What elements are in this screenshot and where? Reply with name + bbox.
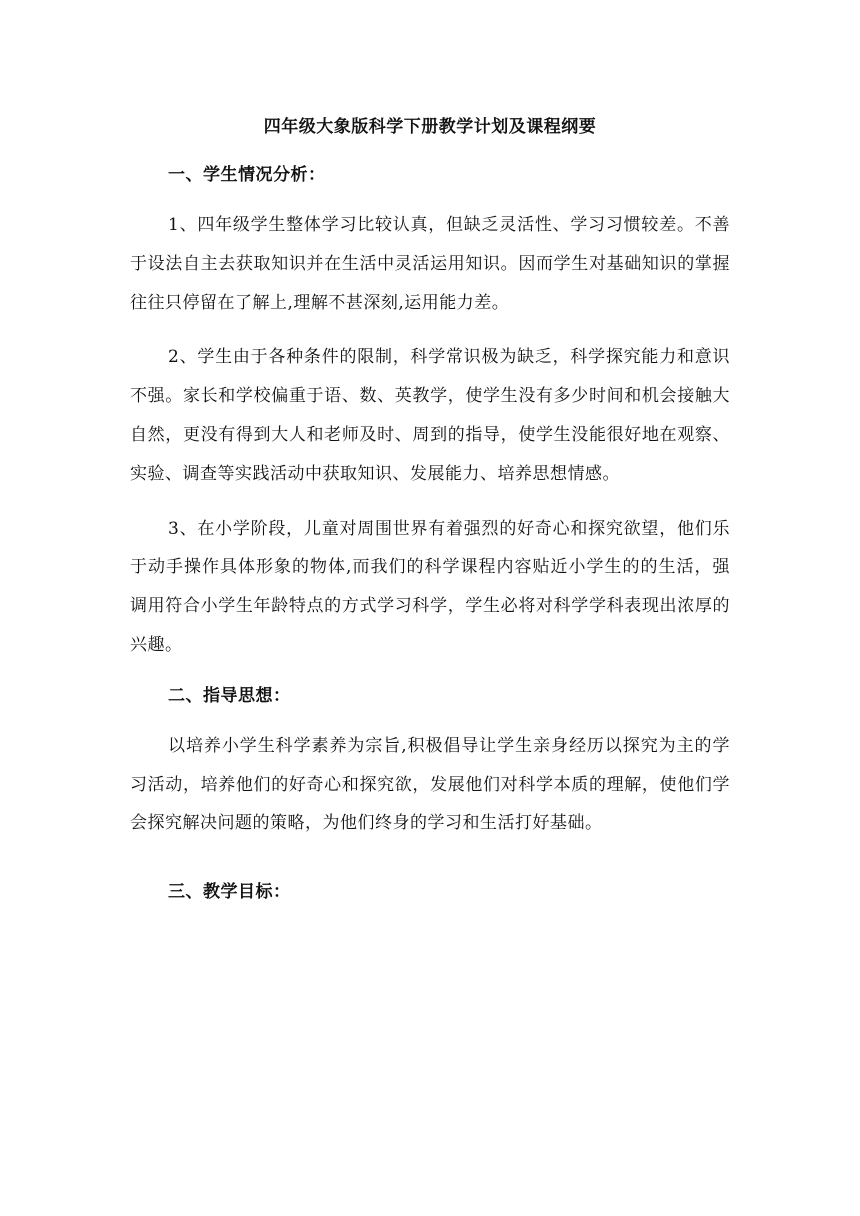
paragraph-guiding-ideology: 以培养小学生科学素养为宗旨,积极倡导让学生亲身经历以探究为主的学习活动，培养他们的好奇心和探究欲，发展他们对科学本质的理解，使他们学会探究解决问题的策略，为他们终身的学习和生活打好基础。 [130,735,730,834]
document-body [130,112,730,923]
paragraph-student-analysis-2: 2、学生由于各种条件的限制，科学常识极为缺乏，科学探究能力和意识不强。家长和学校偏重于语、数、英教学，使学生没有多少时间和机会接触大自然，更没有得到大人和老师及时、周到的指导，使学生没能很好地在观察、实验、调查等实践活动中获取知识、发展能力、培养思想情感。 [130,347,730,484]
section-heading-guiding-ideology: 二、指导思想： [168,685,291,706]
document-title: 四年级大象版科学下册教学计划及课程纲要 [263,117,597,137]
paragraph-student-analysis-3: 3、在小学阶段，儿童对周围世界有着强烈的好奇心和探究欲望，他们乐于动手操作具体形象的物体,而我们的科学课程内容贴近小学生的的生活，强调用符合小学生年龄特点的方式学习科学，学生必将对科学学科表现出浓厚的兴趣。 [130,518,730,655]
section-heading-student-analysis: 一、学生情况分析： [168,165,326,185]
paragraph-student-analysis-1: 1、四年级学生整体学习比较认真，但缺乏灵活性、学习习惯较差。不善于设法自主去获取知识并在生活中灵活运用知识。因而学生对基础知识的掌握往往只停留在了解上,理解不甚深刻,运用能力差。 [130,215,730,313]
section-heading-teaching-goals: 三、教学目标： [168,882,291,903]
